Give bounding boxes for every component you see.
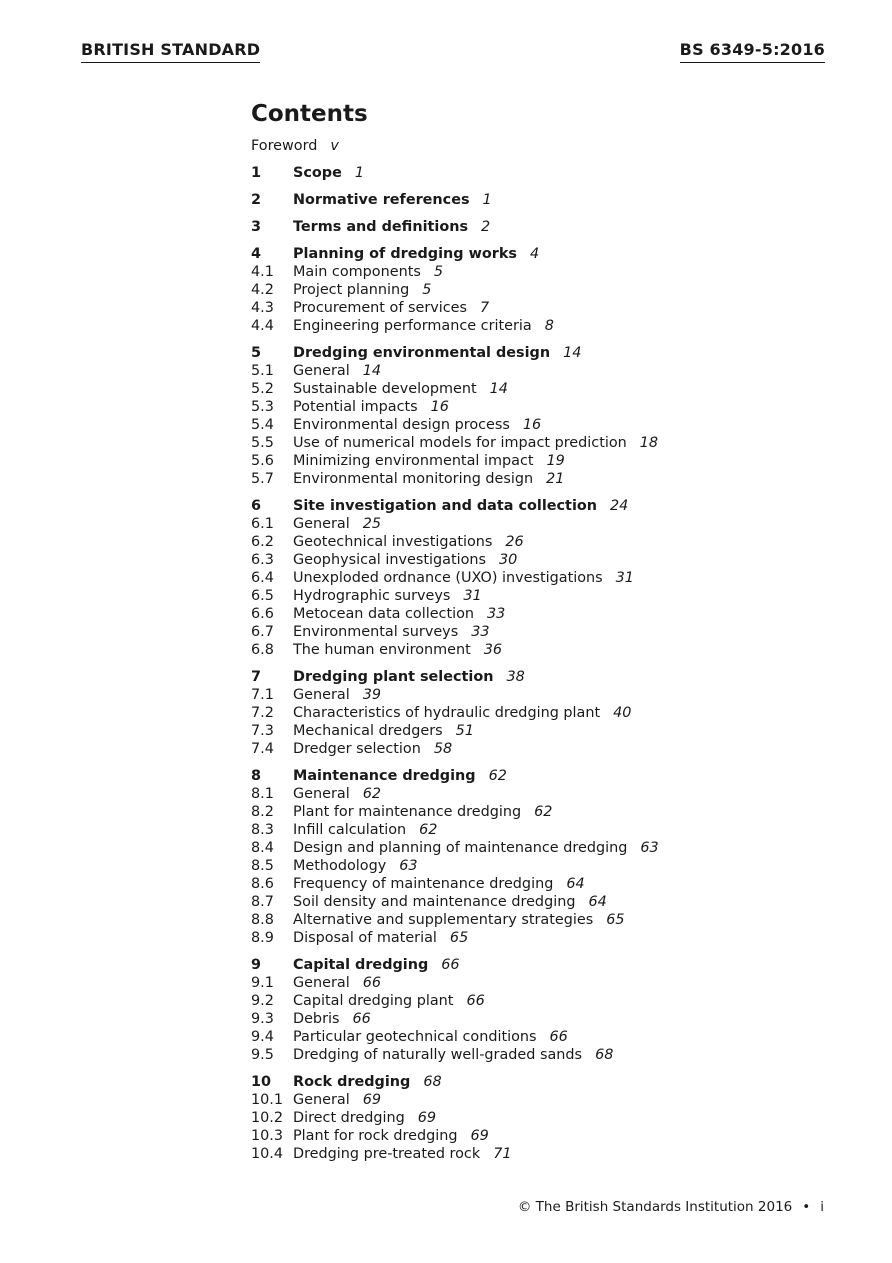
toc-entry-page: 66	[549, 1029, 568, 1045]
toc-section-entry[interactable]	[251, 344, 851, 362]
table-of-contents	[251, 137, 851, 1163]
toc-entry[interactable]	[251, 686, 851, 704]
toc-section-entry[interactable]	[251, 1073, 851, 1091]
toc-entry[interactable]	[251, 839, 851, 857]
toc-entry-title: General	[293, 1092, 350, 1108]
toc-entry[interactable]	[251, 929, 851, 947]
toc-entry-page: 66	[441, 957, 460, 973]
toc-entry-page: 69	[362, 1092, 382, 1108]
toc-entry-number: 10.3	[251, 1128, 284, 1144]
toc-entry-number: 9.5	[251, 1047, 274, 1063]
toc-entry-title: Scope	[293, 165, 342, 181]
toc-entry-page: 1	[354, 165, 364, 181]
toc-entry-number: 8.6	[251, 876, 274, 892]
toc-entry-number: 5.2	[251, 381, 274, 397]
toc-entry[interactable]	[251, 380, 851, 398]
toc-entry-number: 9.2	[251, 993, 274, 1009]
toc-entry-page: 68	[423, 1074, 442, 1090]
toc-entry-number: 9.3	[251, 1011, 274, 1027]
toc-entry[interactable]	[251, 398, 851, 416]
toc-entry[interactable]	[251, 992, 851, 1010]
toc-entry-title: Sustainable development	[293, 381, 477, 397]
document-number: BS 6349-5:2016	[680, 40, 825, 63]
toc-entry-page: 66	[362, 975, 382, 991]
toc-entry-page: 18	[639, 435, 659, 451]
toc-entry-page: 62	[362, 786, 382, 802]
toc-entry-page: 65	[606, 912, 625, 928]
toc-entry-number: 10.1	[251, 1092, 284, 1108]
toc-entry-number: 6.5	[251, 588, 274, 604]
toc-entry[interactable]	[251, 704, 851, 722]
toc-entry-number: 5	[251, 345, 262, 361]
toc-entry-page: 19	[546, 453, 565, 469]
toc-entry[interactable]	[251, 533, 851, 551]
toc-entry-page: 8	[544, 318, 554, 334]
toc-entry-page: 4	[530, 246, 540, 262]
toc-entry-title: Site investigation and data collection	[293, 498, 598, 514]
toc-entry-title: Direct dredging	[293, 1110, 405, 1126]
toc-entry-title: Normative references	[293, 192, 470, 208]
toc-entry-title: Geophysical investigations	[293, 552, 487, 568]
toc-entry-page: 62	[419, 822, 438, 838]
toc-section-entry[interactable]	[251, 191, 851, 209]
toc-entry-title: Dredging pre-treated rock	[293, 1146, 481, 1162]
toc-entry-title: Metocean data collection	[293, 606, 475, 622]
toc-entry-title: Dredging of naturally well-graded sands	[293, 1047, 583, 1063]
toc-entry[interactable]	[251, 911, 851, 929]
toc-section-entry[interactable]	[251, 497, 851, 515]
toc-entry-number: 2	[251, 192, 262, 208]
toc-entry-page: 51	[455, 723, 474, 739]
toc-entry-number: 6	[251, 498, 262, 514]
toc-entry[interactable]	[251, 587, 851, 605]
toc-entry-number: 6.6	[251, 606, 274, 622]
page-title: Contents	[251, 101, 368, 127]
toc-entry-page: 68	[595, 1047, 614, 1063]
toc-entry[interactable]	[251, 281, 851, 299]
toc-entry-number: 8.3	[251, 822, 274, 838]
toc-entry-page: 26	[505, 534, 524, 550]
toc-entry[interactable]	[251, 362, 851, 380]
toc-entry-number: 6.4	[251, 570, 274, 586]
toc-entry[interactable]	[251, 1109, 851, 1127]
toc-entry[interactable]	[251, 623, 851, 641]
toc-entry[interactable]	[251, 299, 851, 317]
toc-entry-title: Procurement of services	[293, 300, 468, 316]
toc-entry-number: 8.8	[251, 912, 274, 928]
toc-entry-number: 8.1	[251, 786, 274, 802]
toc-entry-number: 5.6	[251, 453, 274, 469]
toc-entry-page: 14	[489, 381, 508, 397]
toc-entry-title: Plant for rock dredging	[293, 1128, 458, 1144]
toc-entry-page: 66	[352, 1011, 371, 1027]
toc-entry-page: 31	[463, 588, 482, 604]
toc-entry-number: 5.7	[251, 471, 274, 487]
toc-entry-number: 8.2	[251, 804, 274, 820]
toc-entry-number: 8.4	[251, 840, 274, 856]
toc-entry-number: 5.4	[251, 417, 274, 433]
toc-entry-page: 69	[417, 1110, 437, 1126]
toc-entry-title: Soil density and maintenance dredging	[293, 894, 576, 910]
toc-entry[interactable]	[251, 893, 851, 911]
toc-entry-number: 4.2	[251, 282, 274, 298]
toc-entry-page: 58	[433, 741, 453, 757]
toc-entry-page: 33	[471, 624, 490, 640]
toc-entry-title: Engineering performance criteria	[293, 318, 532, 334]
toc-entry-number: 10.4	[251, 1146, 284, 1162]
toc-section-entry[interactable]	[251, 218, 851, 236]
toc-entry-title: Dredging plant selection	[293, 669, 494, 685]
toc-entry-title: Particular geotechnical conditions	[293, 1029, 537, 1045]
toc-entry-title: Characteristics of hydraulic dredging plant	[293, 705, 601, 721]
toc-entry-page: 71	[493, 1146, 512, 1162]
toc-entry-page: 66	[466, 993, 485, 1009]
toc-entry[interactable]	[251, 641, 851, 659]
toc-entry[interactable]	[251, 317, 851, 335]
toc-entry-page: 21	[546, 471, 565, 487]
toc-entry-number: 6.7	[251, 624, 274, 640]
toc-section-entry[interactable]	[251, 164, 851, 182]
toc-entry-title: Geotechnical investigations	[293, 534, 493, 550]
toc-entry-title: Rock dredging	[293, 1074, 411, 1090]
toc-entry-title: General	[293, 516, 350, 532]
page-number: i	[820, 1199, 824, 1215]
toc-entry-page: 62	[534, 804, 553, 820]
toc-entry-title: Potential impacts	[293, 399, 418, 415]
toc-entry-title: Alternative and supplementary strategies	[293, 912, 594, 928]
toc-section-entry[interactable]	[251, 956, 851, 974]
toc-entry-page: 5	[422, 282, 432, 298]
toc-entry-title: Environmental design process	[293, 417, 510, 433]
toc-entry-title: Capital dredging	[293, 957, 429, 973]
toc-entry-title: Methodology	[293, 858, 387, 874]
toc-entry-page: 2	[481, 219, 491, 235]
toc-entry-number: 4.3	[251, 300, 274, 316]
toc-entry-page: 30	[499, 552, 518, 568]
toc-entry-title: Planning of dredging works	[293, 246, 517, 262]
toc-entry[interactable]	[251, 515, 851, 533]
toc-entry-title: General	[293, 363, 350, 379]
toc-entry-title: Capital dredging plant	[293, 993, 454, 1009]
toc-entry[interactable]	[251, 722, 851, 740]
toc-entry-page: 38	[506, 669, 525, 685]
toc-entry[interactable]	[251, 785, 851, 803]
toc-entry-page: 7	[480, 300, 490, 316]
toc-entry-number: 9.1	[251, 975, 274, 991]
document-standard-label: BRITISH STANDARD	[81, 40, 260, 63]
toc-entry[interactable]	[251, 569, 851, 587]
toc-entry-number: 8.7	[251, 894, 274, 910]
toc-entry-page: 64	[588, 894, 607, 910]
toc-entry-page: 14	[563, 345, 582, 361]
toc-entry-page: 16	[522, 417, 542, 433]
toc-entry-page: 1	[482, 192, 492, 208]
toc-entry-number: 4.4	[251, 318, 274, 334]
toc-entry-title: Mechanical dredgers	[293, 723, 443, 739]
toc-entry-title: Main components	[293, 264, 421, 280]
toc-section-entry[interactable]	[251, 245, 851, 263]
toc-entry-page: 62	[488, 768, 507, 784]
toc-entry[interactable]	[251, 740, 851, 758]
toc-entry[interactable]	[251, 551, 851, 569]
toc-entry-number: 8.9	[251, 930, 274, 946]
toc-entry-title: General	[293, 975, 350, 991]
toc-entry-number: 4	[251, 246, 262, 262]
toc-entry[interactable]	[251, 452, 851, 470]
toc-entry-title: Environmental surveys	[293, 624, 459, 640]
toc-entry-title: Use of numerical models for impact prediction	[293, 435, 627, 451]
toc-entry-number: 5.5	[251, 435, 274, 451]
toc-entry[interactable]	[251, 1010, 851, 1028]
toc-entry-number: 8	[251, 768, 262, 784]
toc-entry-page: 63	[640, 840, 659, 856]
toc-entry-number: 6.8	[251, 642, 274, 658]
toc-entry-page: 36	[483, 642, 503, 658]
toc-entry-title: Maintenance dredging	[293, 768, 476, 784]
toc-entry-page: 25	[362, 516, 382, 532]
toc-entry[interactable]	[251, 416, 851, 434]
toc-entry-number: 6.2	[251, 534, 274, 550]
toc-entry-title: Frequency of maintenance dredging	[293, 876, 554, 892]
toc-entry-title: Infill calculation	[293, 822, 407, 838]
toc-section-entry[interactable]	[251, 767, 851, 785]
toc-entry-page: v	[330, 138, 339, 154]
copyright-notice: © The British Standards Institution 2016	[517, 1199, 793, 1215]
toc-entry-page: 69	[470, 1128, 489, 1144]
toc-entry-page: 14	[362, 363, 382, 379]
toc-entry-title: Dredger selection	[293, 741, 421, 757]
toc-section-entry[interactable]	[251, 668, 851, 686]
toc-entry-number: 1	[251, 165, 262, 181]
toc-entry-number: 10	[251, 1074, 272, 1090]
toc-entry[interactable]	[251, 1145, 851, 1163]
toc-entry-number: 6.1	[251, 516, 274, 532]
toc-entry-page: 39	[362, 687, 382, 703]
toc-entry-page: 24	[610, 498, 629, 514]
toc-entry-title: Project planning	[293, 282, 410, 298]
footer-separator: •	[802, 1199, 811, 1215]
toc-entry-title: The human environment	[293, 642, 471, 658]
toc-entry-title: Dredging environmental design	[293, 345, 551, 361]
toc-entry[interactable]	[251, 263, 851, 281]
toc-entry[interactable]	[251, 137, 851, 155]
toc-entry[interactable]	[251, 1127, 851, 1145]
toc-entry-number: 5.3	[251, 399, 274, 415]
toc-entry-number: 7.1	[251, 687, 274, 703]
toc-entry-title: Design and planning of maintenance dredging	[293, 840, 628, 856]
toc-entry-title: Terms and definitions	[293, 219, 469, 235]
toc-entry-number: 7	[251, 669, 262, 685]
toc-entry-title: General	[293, 786, 350, 802]
toc-entry[interactable]	[251, 974, 851, 992]
toc-entry[interactable]	[251, 857, 851, 875]
toc-entry-page: 63	[399, 858, 418, 874]
toc-entry-page: 64	[566, 876, 585, 892]
toc-entry-page: 65	[449, 930, 469, 946]
toc-entry-page: 5	[433, 264, 443, 280]
toc-entry-page: 31	[615, 570, 634, 586]
toc-entry-number: 4.1	[251, 264, 274, 280]
toc-entry[interactable]	[251, 470, 851, 488]
toc-entry[interactable]	[251, 1091, 851, 1109]
toc-entry-title: Foreword	[251, 138, 318, 154]
toc-entry-page: 40	[613, 705, 632, 721]
toc-entry-number: 7.3	[251, 723, 274, 739]
toc-entry-page: 16	[430, 399, 449, 415]
toc-entry-number: 6.3	[251, 552, 274, 568]
toc-entry-number: 3	[251, 219, 262, 235]
toc-entry-page: 33	[487, 606, 506, 622]
toc-entry-number: 9	[251, 957, 262, 973]
page-footer	[518, 1199, 824, 1215]
toc-entry-number: 10.2	[251, 1110, 284, 1126]
toc-entry[interactable]	[251, 875, 851, 893]
toc-entry-title: Plant for maintenance dredging	[293, 804, 522, 820]
toc-entry[interactable]	[251, 821, 851, 839]
toc-entry-title: Unexploded ordnance (UXO) investigations	[293, 570, 603, 586]
toc-entry-title: Minimizing environmental impact	[293, 453, 534, 469]
toc-entry-number: 7.2	[251, 705, 274, 721]
toc-entry-number: 9.4	[251, 1029, 274, 1045]
toc-entry-number: 7.4	[251, 741, 274, 757]
toc-entry[interactable]	[251, 605, 851, 623]
toc-entry[interactable]	[251, 1046, 851, 1064]
toc-entry-title: Environmental monitoring design	[293, 471, 534, 487]
toc-entry-title: Disposal of material	[293, 930, 437, 946]
toc-entry[interactable]	[251, 1028, 851, 1046]
toc-entry-number: 8.5	[251, 858, 274, 874]
toc-entry-number: 5.1	[251, 363, 274, 379]
toc-entry[interactable]	[251, 803, 851, 821]
toc-entry[interactable]	[251, 434, 851, 452]
toc-entry-title: Debris	[293, 1011, 340, 1027]
toc-entry-title: General	[293, 687, 350, 703]
toc-entry-title: Hydrographic surveys	[293, 588, 451, 604]
